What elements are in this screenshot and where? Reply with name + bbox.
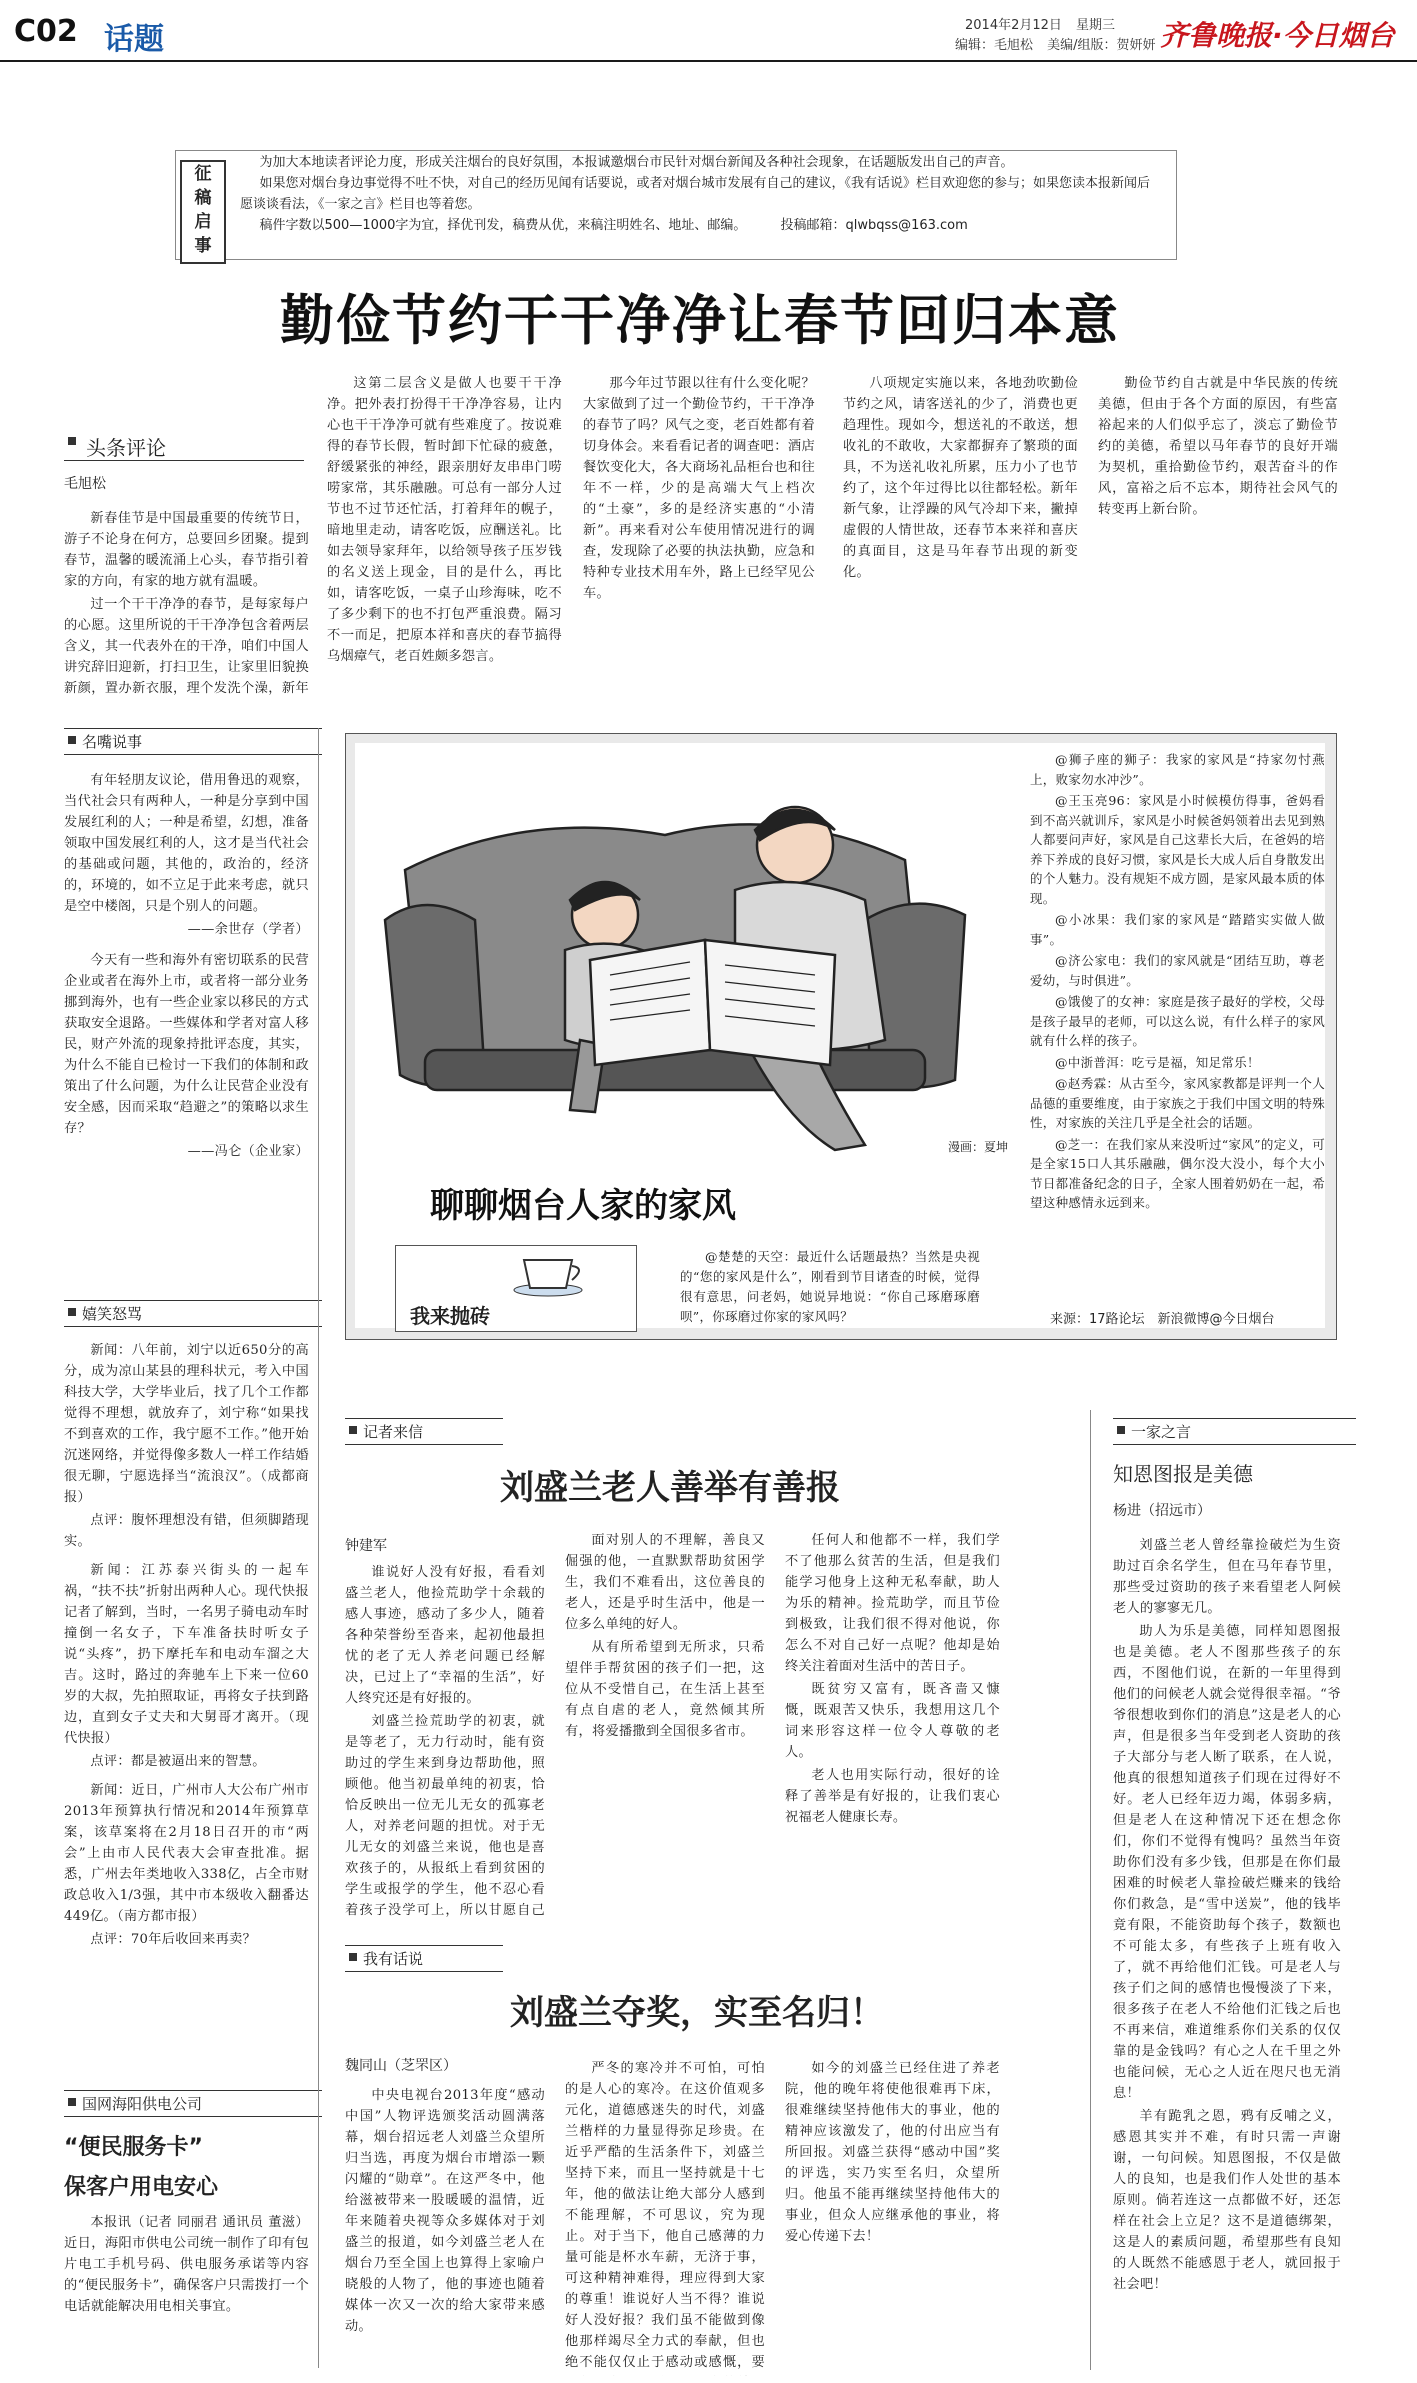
opinion-paragraph: 严冬的寒冷并不可怕，可怕的是人心的寒冷。在这价值观多元化，道德感迷失的时代，刘盛兰楷样的力量显得弥足珍贵。在近乎严酷的生活条件下，刘盛兰坚持下来，而且一坚持就是十七年，他的做法让绝大部分人感到不能理解，不可思议，究为现止。对于当下，他自己感薄的力量可能是杯水车薪，无济于事，可这种精神难得，理应得到大家的尊重！谁说好人当不得？谁说好人没好报？我们虽不能做到像他那样竭尽全力式的奉献，但也绝不能仅仅止于感动或感慨，要 [565,2061,765,2370]
feature-title: 聊聊烟台人家的家风 [430,1186,736,1226]
lead-paragraph: 这第二层含义是做人也要干干净净。把外表打扮得干干净净容易，让内心也干干净净可就有些难度了。按说难得的春节长假，暂时卸下忙碌的疲惫，舒缓紧张的神经，跟亲朋好友串串门唠唠家常，其乐融融。可总有一部分人过节也不过节还忙活，打着拜年的幌子，暗地里走动，请客吃饭，应酬送礼。比如去领导家拜年，以给领导孩子压岁钱的名义送上现金，目的是什么，再比如，请客吃饭，一桌子山珍海味，吃不了多少剩下的也不打包严重浪费。隔习不一而足，把原本祥和喜庆的春节搞得乌烟瘴气，老百姓颇多怨言。 [327,376,562,664]
lead-paragraph: 新春佳节是中国最重要的传统节日，游子不论身在何方，总要回乡团聚。提到春节，温馨的暖流涌上心头，春节指引着家的方向，有家的地方就有温暖。 [64,511,309,589]
opinion-label: 我有话说 [345,1945,503,1972]
letter-author: 钟建军 [345,1538,387,1554]
col-divider [1090,1410,1091,2370]
feature-comment: @饿傻了的女神：家庭是孩子最好的学校，父母是孩子最早的老师，可以这么说，有什么样子的家风就有什么样的孩子。 [1030,994,1325,1048]
lead-author: 毛旭松 [64,476,106,492]
editor-credits [955,34,1156,53]
ad-paragraph: 本报讯（记者 同丽君 通讯员 董滋）近日，海阳市供电公司统一制作了印有包片电工手机号码、供电服务承诺等内容的“便民服务卡”，确保客户只需拨打一个电话就能解决用电相关事宜。 [64,2215,309,2314]
opinion-col-3 [785,2058,1000,2376]
letter-paragraph: 既贫穷又富有，既吝啬又慷慨，既艰苦又快乐，我想用这几个词来形容这样一位令人尊敬的老人。 [785,1682,1000,1760]
mingjia-paragraph: 今天有一些和海外有密切联系的民营企业或者在海外上市，或者将一部分业务挪到海外，也有一些企业家以移民的方式获取安全退路。一些媒体和学者对富人移民，财产外流的现象持批评态度，其实，为什么不能自已检讨一下我们的体制和政策出了什么问题，为什么让民营企业没有安全感，因而采取“趋避之”的策略以求生存？ [64,953,309,1136]
feature-comment: @芝一：在我们家从来没听过“家风”的定义，可是全家15口人其乐融融，偶尔没大没小，每个大小节日都准备纪念的日子，全家人围着奶奶在一起，希望这种感情永远到来。 [1030,1136,1325,1210]
lead-paragraph: 那今年过节跟以往有什么变化呢？大家做到了过一个勤俭节约，干干净净的春节了吗？风气之变，老百姓都有着切身体会。来看看记者的调查吧：酒店餐饮变化大，各大商场礼品柜台也和往年不一样，少的是高端大气上档次的“土豪”，多的是经济实惠的“小清新”。再来看对公车使用情况进行的调查，发现除了必要的执法执勤，应急和特种专业技术用车外，路上已经罕见公车。 [583,376,815,601]
issue-date [965,14,1115,33]
opinion-title: 刘盛兰夺奖，实至名归！ [510,1993,884,2033]
letter-label: 记者来信 [345,1418,503,1445]
badge-char: 稿 [194,188,212,208]
feature-source: 来源：17路论坛 新浪微博@今日烟台 [1050,1312,1275,1327]
opinion-paragraph: 中央电视台2013年度“感动中国”人物评选颁奖活动圆满落幕，烟台招远老人刘盛兰众望所归当选，再度为烟台市增添一颗闪耀的“勋章”。在这严冬中，他给滋被带来一股暖暖的温情，近年来随着央视等众多媒体对于刘盛兰的报道，如今刘盛兰老人在烟台乃至全国上也算得上家喻户晓般的人物了，他的事迹也随着媒体一次又一次的给大家带来感动。 [345,2088,545,2334]
notice-rules: 稿件字数以500—1000字为宜，择优刊发，稿费从优，来稿注明姓名、地址、邮编。 [259,218,747,233]
mingjia-signature: ——余世存（学者） [187,922,309,937]
xixiao-news: 新闻：八年前，刘宁以近650分的高分，成为凉山某县的理科状元，考入中国科技大学，大学毕业后，找了几个工作都觉得不理想，就放弃了，刘宁称“如果找不到喜欢的工作，我宁愿不工作。”他开始沉迷网络，并觉得像多数人一样工作结婚很无聊，宁愿选择当“流浪汉”。（成都商报） [64,1343,309,1505]
newspaper-illustration [590,940,835,1065]
mingjia-label: 名嘴说事 [64,728,322,755]
weekday-text: 星期三 [1076,18,1116,33]
feature-comment: @狮子座的狮子：我家的家风是“持家勿忖燕上，败家勿水冲沙”。 [1030,752,1325,787]
cartoon-credit: 漫画：夏坤 [948,1140,1009,1154]
feature-comment: @中浙普洱：吃亏是福，知足常乐！ [1055,1054,1260,1070]
yijia-col [1113,1535,1341,2375]
xixiao-news: 新闻：近日，广州市人大公布广州市2013年预算执行情况和2014年预算草案，该草案将在2月18日召开的市“两会”上由市人民代表大会审查批准。据悉，广州去年类地收入338亿，占全市财政总收入1/3强，其中市本级收入翻番达449亿。（南方都市报） [64,1783,309,1924]
letter-col-3 [785,1530,1000,1920]
ad-title-2: 保客户用电安心 [64,2175,219,2200]
lead-col-1 [64,508,309,701]
feature-intro-text: @楚楚的天空：最近什么话题最热？当然是央视的“您的家风是什么”，刚看到节目诸查的时候，觉得很有意思，问老妈，她说异地说：“你自己琢磨琢磨呗”，你琢磨过你家的家风吗？ [680,1249,980,1324]
badge-char: 征 [194,164,212,184]
notice-line [240,215,1150,236]
badge-char: 启 [194,212,212,232]
opinion-paragraph: 如今的刘盛兰已经住进了养老院，他的晚年将使他很难再下床，很难继续坚持他伟大的事业，他的精神应该激发了，他的付出应当有所回报。刘盛兰获得“感动中国”奖的评选，实乃实至名归，众望所归。他虽不能再继续坚持他伟大的事业，但众人应继承他的事业，将爱心传递下去！ [785,2061,1000,2244]
letter-paragraph: 从有所希望到无所求，只希望伴手帮贫困的孩子们一把，这位从不受惜自己，在生活上甚至有点自虐的老人，竟然倾其所有，将爱播撒到全国很多省市。 [565,1640,765,1739]
date-text: 2014年2月12日 [965,18,1062,33]
badge-char: 事 [194,236,212,256]
family-cartoon [365,750,1020,1170]
letter-title: 刘盛兰老人善举有善报 [500,1468,840,1508]
lead-label-rule [64,460,304,461]
xixiao-comment: 点评：都是被逼出来的智慧。 [90,1754,266,1769]
letter-paragraph: 刘盛兰捡荒助学的初衷，就是等老了，无力行动时，能有资助过的学生来到身边帮助他，照顾他。他当初最单纯的初衷，恰恰反映出一位无儿无女的孤寡老人，对养老问题的担忧。对于无儿无女的刘盛兰来说，他也是喜欢孩子的，从报纸上看到贫困的学生或报学的学生，他不忍心看着孩子没学可上，所以甘愿自己 [345,1714,545,1917]
page-code: C02 [14,14,78,49]
editor-text: 编辑：毛旭松 [955,38,1034,53]
lead-label: 头条评论 [64,430,316,463]
sub-label: 我来抛砖 [410,1304,490,1328]
yijia-paragraph: 羊有跪乳之恩，鸦有反哺之义，感恩其实并不难，有时只需一声谢谢，一句问候。知恩图报，不仅是做人的良知，也是我们作人处世的基本原则。倘若连这一点都做不好，还怎样在社会上立足？这不是道德绑架，这是人的素质问题，希望那些有良知的人既然不能感恩于老人，就回报于社会吧！ [1113,2109,1341,2292]
notice-line: 为加大本地读者评论力度，形成关注烟台的良好氛围，本报诚邀烟台市民针对烟台新闻及各种社会现象，在话题版发出自己的声音。 [259,155,1014,170]
paper-logo: 齐鲁晚报·今日烟台 [1160,19,1395,52]
feature-comment: @济公家电：我们的家风就是“团结互助，尊老爱幼，与时俱进”。 [1030,953,1325,988]
xixiao-comment: 点评：腹怀理想没有错，但须脚踏现实。 [64,1513,309,1549]
mingjia-paragraph: 有年轻朋友议论，借用鲁迅的观察，当代社会只有两种人，一种是分享到中国发展红利的人；一种是希望，幻想，准备领取中国发展红利的人，这才是当代社会的基础或问题，其他的，政治的，经济的，环境的，如不立足于此来考虑，就只是空中楼阁，只是个别人的问题。 [64,773,309,914]
xixiao-news: 新闻：江苏泰兴街头的一起车祸，“扶不扶”折射出两种人心。现代快报记者了解到，当时，一名男子骑电动车时撞倒一名女子，下车准备扶时听女子说“头疼”，扔下摩托车和电动车溜之大吉。这时，路过的奔驰车上下来一位60岁的大叔，先拍照取证，再将女子扶到路边，直到女子丈夫和大舅哥才离开。（现代快报） [64,1563,309,1746]
letter-col-1 [345,1562,545,1917]
ad-title-1: “便民服务卡” [64,2135,203,2160]
letter-paragraph: 老人也用实际行动，很好的诠释了善举是有好报的，让我们衷心祝福老人健康长寿。 [785,1768,1000,1825]
tea-cup-icon [510,1250,590,1302]
section-name: 话题 [104,22,164,57]
ad-body [64,2212,309,2372]
notice-badge [180,160,226,264]
yijia-label: 一家之言 [1113,1418,1356,1445]
letter-paragraph: 面对别人的不理解，善良又倔强的他，一直默默帮助贫困学生，我们不难看出，这位善良的老人，还是乎时生活中，他是一位多么单纯的好人。 [565,1533,765,1632]
lead-col-2 [327,373,562,723]
notice-text [240,152,1150,236]
yijia-author: 杨进（招远市） [1113,1503,1211,1519]
ad-company: 国网海阳供电公司 [64,2090,322,2117]
opinion-col-1 [345,2085,545,2375]
feature-comment: @赵秀霖：从古至今，家风家教都是评判一个人品德的重要维度，由于家族之于我们中国文明的特殊性，对家族的关注几乎是全社会的话题。 [1030,1076,1325,1130]
letter-col-2 [565,1530,765,1920]
lead-paragraph: 过一个干干净净的春节，是每家每户的心愿。这里所说的干干净净包含着两层含义，其一代表外在的干净，咱们中国人讲究辞旧迎新，打扫卫生，让家里旧貌换新颜，置办新衣服，理个发洗个澡，新年 [64,597,309,696]
xixiao-comment: 点评：70年后收回来再卖？ [90,1932,257,1947]
opinion-col-2 [565,2058,765,2376]
design-text: 美编/组版：贺妍妍 [1047,38,1156,53]
lead-paragraph: 八项规定实施以来，各地劲吹勤俭节约之风，请客送礼的少了，消费也更趋理性。现如今，想送礼的不敢送，想收礼的不敢收，大家都摒弃了繁琐的面具，不为送礼收礼所累，压力小了也节约了，这个年过得比以往都轻松。新年新气象，让浮躁的风气冷却下来，撇掉虚假的人情世故，还春节本来祥和喜庆的真面目，这是马年春节出现的新变化。 [843,376,1078,580]
lead-col-5 [1098,373,1338,723]
feature-comment: @小冰果：我们家的家风是“踏踏实实做人做事”。 [1030,912,1325,947]
feature-intro [680,1247,980,1327]
xixiao-label: 嬉笑怒骂 [64,1300,322,1327]
mingjia-col [64,770,309,1290]
mingjia-signature: ——冯仑（企业家） [187,1144,309,1159]
lead-paragraph: 勤俭节约自古就是中华民族的传统美德，但由于各个方面的原因，有些富裕起来的人们似乎忘了，淡忘了勤俭节约的美德，希望以马年春节的良好开端为契机，重拾勤俭节约，艰苦奋斗的作风，富裕之后不忘本，期待社会风气的转变再上新台阶。 [1098,376,1338,517]
col-divider [318,728,319,2368]
lead-col-4 [843,373,1078,723]
header-rule [0,60,1417,62]
letter-paragraph: 谁说好人没有好报，看看刘盛兰老人，他捡荒助学十余载的感人事迹，感动了多少人，随着各种荣誉纷至沓来，起初他最担忧的老了无人养老问题已经解决，已过上了“幸福的生活”，好人终究还是有好报的。 [345,1565,545,1706]
yijia-title: 知恩图报是美德 [1113,1462,1253,1486]
letter-paragraph: 任何人和他都不一样，我们学不了他那么贫苦的生活，但是我们能学习他身上这种无私奉献，助人为乐的精神。捡荒助学，而且节俭到极致，让我们很不得对他说，你怎么不对自己好一点呢？他却是始终关注着面对生活中的苦日子。 [785,1533,1000,1674]
notice-email: 投稿邮箱：qlwbqss@163.com [780,218,968,233]
yijia-paragraph: 刘盛兰老人曾经靠捡破烂为生资助过百余名学生，但在马年春节里，那些受过资助的孩子来看望老人阿候老人的寥寥无几。 [1113,1538,1341,1616]
feature-comment: @王玉亮96：家风是小时候模仿得事，爸妈看到不高兴就训斥，家风是小时候爸妈领着出去见到熟人都要问声好，家风是自己这辈长大后，在爸妈的培养下养成的良好习惯，家风是长大成人后自身散发出的个人魅力。没有规矩不成方圆，是家风最本质的体现。 [1030,793,1325,906]
main-headline: 勤俭节约干干净净让春节回归本意 [280,289,1120,352]
lead-col-3 [583,373,815,723]
yijia-paragraph: 助人为乐是美德，同样知恩图报也是美德。老人不图那些孩子的东西，不图他们说，在新的一年里得到他们的问候老人就会觉得很幸福。“爷爷很想收到你们的消息”这是老人的心声，但是很多当年受到老人资助的孩子大部分与老人断了联系，在人说，他真的很想知道孩子们现在过得好不好。老人已经年迈力竭，体弱多病，但是老人在这种情况下还在想念你们，你们不觉得有愧吗？虽然当年资助你们没有多少钱，但那是在你们最困难的时候老人靠捡破烂赚来的钱给你们救急，是“雪中送炭”，他的钱毕竟有限，不能资助每个孩子，数额也不可能太多，有些孩子上班有收入了，就不再给他们汇钱。可是老人与孩子们之间的感情也慢慢淡了下来，很多孩子在老人不给他们汇钱之后也不再来信，难道维系你们关系的仅仅靠的是金钱吗？有心之人在千里之外也能问候，无心之人近在咫尺也无消息！ [1113,1624,1341,2101]
feature-comments [1030,750,1325,1305]
opinion-author: 魏同山（芝罘区） [345,2058,457,2074]
xixiao-col [64,1340,309,2070]
notice-line: 如果您对烟台身边事觉得不吐不快，对自己的经历见闻有话要说，或者对烟台城市发展有自己的建议，《我有话说》栏目欢迎您的参与；如果您读本报新闻后愿谈谈看法，《一家之言》栏目也等着您。 [240,176,1151,212]
